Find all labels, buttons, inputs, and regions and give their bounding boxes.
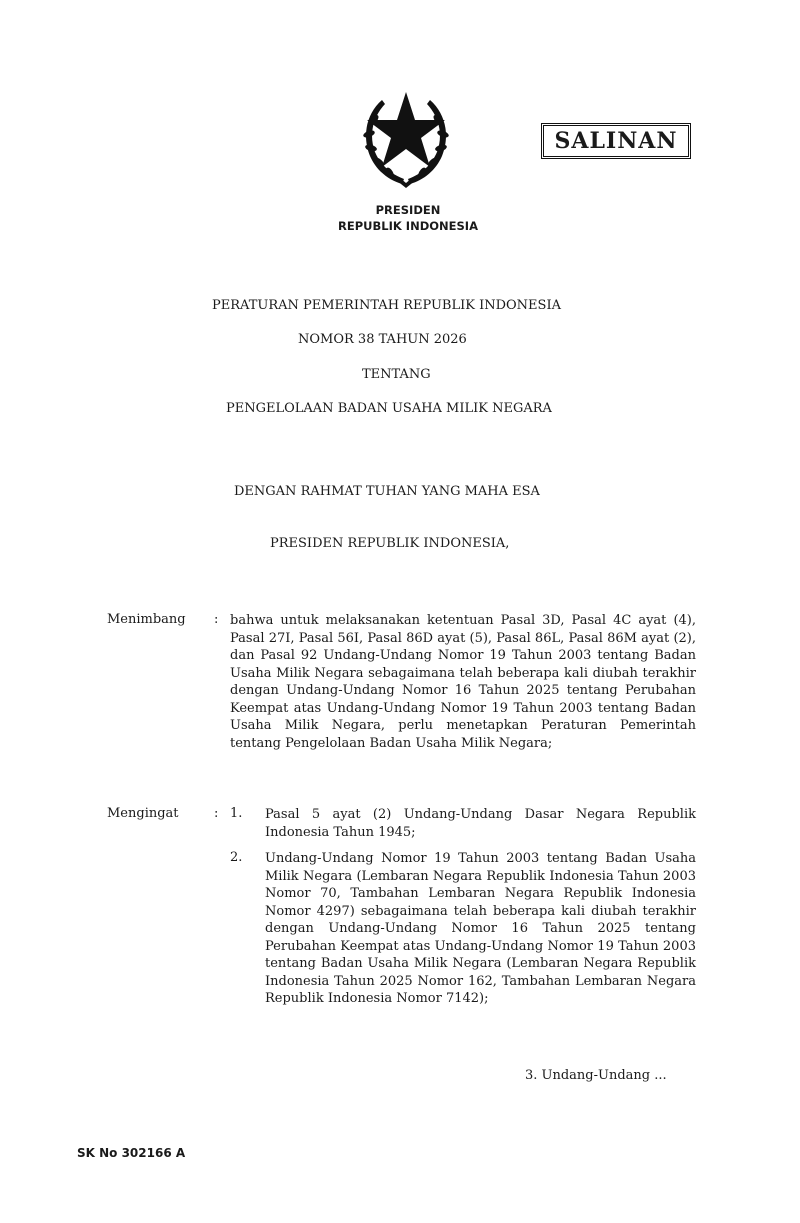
office-title-president: PRESIDEN bbox=[375, 203, 441, 217]
regulation-tentang: TENTANG bbox=[362, 367, 431, 382]
menimbang-label: Menimbang bbox=[107, 612, 186, 627]
regulation-subject: PENGELOLAAN BADAN USAHA MILIK NEGARA bbox=[226, 401, 552, 416]
mengingat-item-2-text: Undang-Undang Nomor 19 Tahun 2003 tentang Badan Usaha Milik Negara (Lembaran Negara Republik Indonesia Tahun 2003 Nomor 70, Tambahan Lembaran Negara Republik Indonesia Nomor 4297) sebagaimana telah beberapa kali diubah terakhir dengan Undang-Undang Nomor 16 Tahun 2025 tentang Perubahan Keempat atas Undang-Undang Nomor 19 Tahun 2003 tentang Badan Usaha Milik Negara (Lembaran Negara Republik Indonesia Tahun 2025 Nomor 162, Tambahan Lembaran Negara Republik Indonesia Nomor 7142); bbox=[265, 851, 696, 1006]
preamble-president: PRESIDEN REPUBLIK INDONESIA, bbox=[270, 536, 510, 551]
regulation-title: PERATURAN PEMERINTAH REPUBLIK INDONESIA bbox=[212, 298, 561, 313]
menimbang-text: bahwa untuk melaksanakan ketentuan Pasal 3D, Pasal 4C ayat (4), Pasal 27I, Pasal 56I, Pasal 86D ayat (5), Pasal 86L, Pasal 86M ayat (2), dan Pasal 92 Undang-Undang Nomor 19 Tahun 2003 tentang Badan Usaha Milik Negara sebagaimana telah beberapa kali diubah terakhir dengan Undang-Undang Nomor 16 Tahun 2025 tentang Perubahan Keempat atas Undang-Undang Nomor 19 Tahun 2003 tentang Badan Usaha Milik Negara, perlu menetapkan Peraturan Pemerintah tentang Pengelolaan Badan Usaha Milik Negara; bbox=[230, 613, 696, 751]
mengingat-item-1-number: 1. bbox=[230, 806, 243, 821]
regulation-number: NOMOR 38 TAHUN 2026 bbox=[298, 332, 467, 347]
preamble-rahmat: DENGAN RAHMAT TUHAN YANG MAHA ESA bbox=[234, 484, 540, 499]
menimbang-colon: : bbox=[214, 612, 219, 627]
page-continuation: 3. Undang-Undang ... bbox=[525, 1068, 667, 1083]
salinan-stamp: SALINAN bbox=[541, 123, 691, 159]
office-title-republic: REPUBLIK INDONESIA bbox=[338, 219, 478, 233]
mengingat-item-1-text: Pasal 5 ayat (2) Undang-Undang Dasar Negara Republik Indonesia Tahun 1945; bbox=[265, 807, 696, 840]
garuda-star-emblem-icon bbox=[352, 80, 460, 192]
document-serial-number: SK No 302166 A bbox=[77, 1146, 186, 1160]
mengingat-label: Mengingat bbox=[107, 806, 179, 821]
mengingat-colon: : bbox=[214, 806, 219, 821]
mengingat-item-2-number: 2. bbox=[230, 850, 243, 865]
